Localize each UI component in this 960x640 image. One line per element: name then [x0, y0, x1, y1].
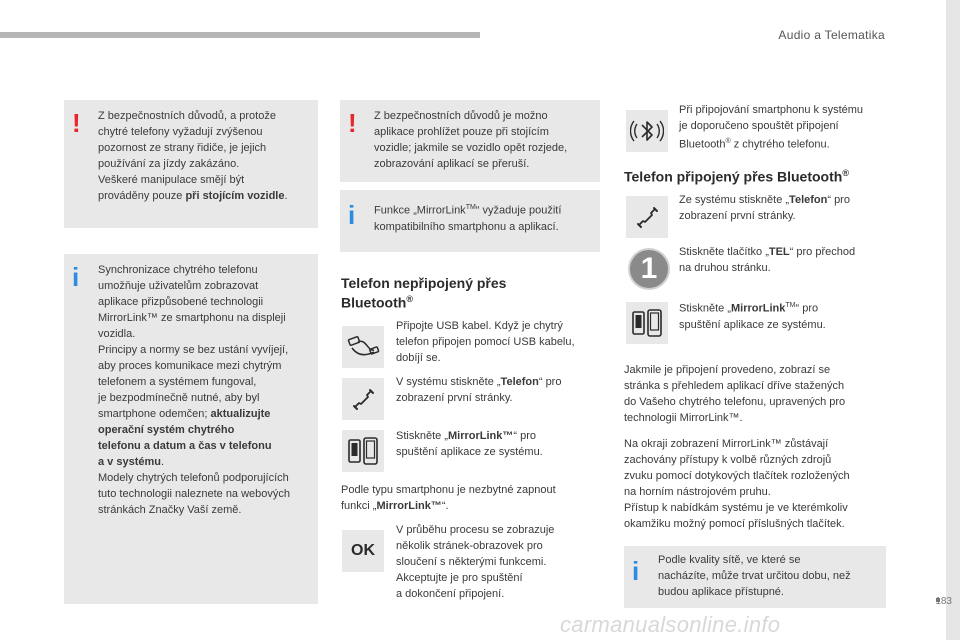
paragraph-connected: Jakmile je připojení provedeno, zobrazí se stránka s přehledem aplikací dříve stažených do Vašeho chytrého telefonu, upravených pro technologii MirrorLink™.: [624, 364, 846, 424]
step-bt-tel: Stiskněte tlačítko „TEL“ pro přechod na druhou stránku.: [679, 246, 856, 274]
mirrorlink-icon[interactable]: [342, 430, 384, 472]
warning-box-1: [64, 100, 318, 228]
paragraph-access: Na okraji zobrazení MirrorLink™ zůstávají zachovány přístupy k volbě různých zdrojů zvuku pomocí dotykových tlačítek rozložených na horním nástrojovém pruhu. Přístup k nabídkám systému je ve kterémkoliv okamžiku možný pomocí příslušných tlačítek.: [624, 438, 850, 530]
step-bt-telefon: Ze systému stiskněte „Telefon“ pro zobrazení první stránky.: [679, 194, 850, 222]
bluetooth-note: Při připojování smartphonu k systému je doporučeno spouštět připojení Bluetooth® z chytrého telefonu.: [679, 104, 864, 151]
watermark: carmanualsonline.info: [560, 612, 781, 637]
chapter-number-badge: 1: [628, 248, 670, 290]
usb-cable-icon: [342, 326, 384, 368]
section-title-connected: Telefon připojený přes Bluetooth®: [624, 168, 849, 185]
phone-handset-icon[interactable]: [626, 196, 668, 238]
phone-handset-icon[interactable]: [342, 378, 384, 420]
info-icon: i: [632, 556, 640, 586]
step-telefon: V systému stiskněte „Telefon“ pro zobrazení první stránky.: [396, 376, 562, 404]
warning-icon: !: [348, 108, 357, 138]
warning-text-2: Z bezpečnostních důvodů je možno aplikace prohlížet pouze při stojícím vozidle; jakmile se vozidlo opět rozjede, zobrazování aplikací se přeruší.: [374, 110, 568, 170]
info-text-1: Synchronizace chytrého telefonu umožňuje uživatelům zobrazovat aplikace přizpůsobené technologii MirrorLink™ ze smartphonu na displeji vozidla. Principy a normy se bez ustání vyvíjejí, aby proces komunikace mezi chytrým telefonem a systémem fungoval, je bezpodmínečně nutné, aby byl smartphone odemčen; aktualizujte operační systém chytrého telefonu a datum a čas v telefonu a v systému. Modely chytrých telefonů podporujících tuto technologii naleznete na webových stránkách Značky Vaší země.: [98, 264, 291, 516]
ok-button-icon[interactable]: OK: [342, 530, 384, 572]
page-number: 183: [935, 596, 952, 607]
warning-icon: !: [72, 108, 81, 138]
info-box-2: [340, 190, 600, 252]
top-rule: [0, 32, 480, 38]
info-box-3: [624, 546, 886, 608]
warning-box-2: [340, 100, 600, 182]
side-strip: [946, 0, 960, 640]
section-title-not-connected: Telefon nepřipojený přes Bluetooth®: [341, 275, 507, 311]
step-usb: Připojte USB kabel. Když je chytrý telefon připojen pomocí USB kabelu, dobíjí se.: [396, 320, 575, 364]
warning-text-1: Z bezpečnostních důvodů, a protože chytré telefony vyžadují zvýšenou pozornost ze strany řidiče, je jejich používání za jízdy zakázáno. Veškeré manipulace smějí být prováděny pouze při stojícím vozidle.: [98, 110, 288, 202]
page-header: Audio a Telematika: [778, 28, 885, 42]
mirrorlink-icon[interactable]: [626, 302, 668, 344]
info-box-1: [64, 254, 318, 604]
step-accept: V průběhu procesu se zobrazuje několik stránek-obrazovek pro sloučení s některými funkcemi. Akceptujte je pro spuštění a dokončení připojení.: [396, 524, 555, 600]
step-mirrorlink: Stiskněte „MirrorLink™“ pro spuštění aplikace ze systému.: [396, 430, 543, 458]
info-icon: i: [72, 262, 80, 292]
info-text-2: Funkce „MirrorLink™“ vyžaduje použití kompatibilního smartphonu a aplikací.: [374, 204, 562, 233]
paragraph-phone-type: Podle typu smartphonu je nezbytné zapnout funkci „MirrorLink™“.: [341, 484, 556, 512]
info-text-3: Podle kvality sítě, ve které se nacházíte, může trvat určitou dobu, než budou aplikace přístupné.: [658, 554, 851, 598]
bluetooth-icon: [626, 110, 668, 152]
step-bt-mirrorlink: Stiskněte „MirrorLink™“ pro spuštění aplikace ze systému.: [679, 302, 826, 331]
info-icon: i: [348, 200, 356, 230]
